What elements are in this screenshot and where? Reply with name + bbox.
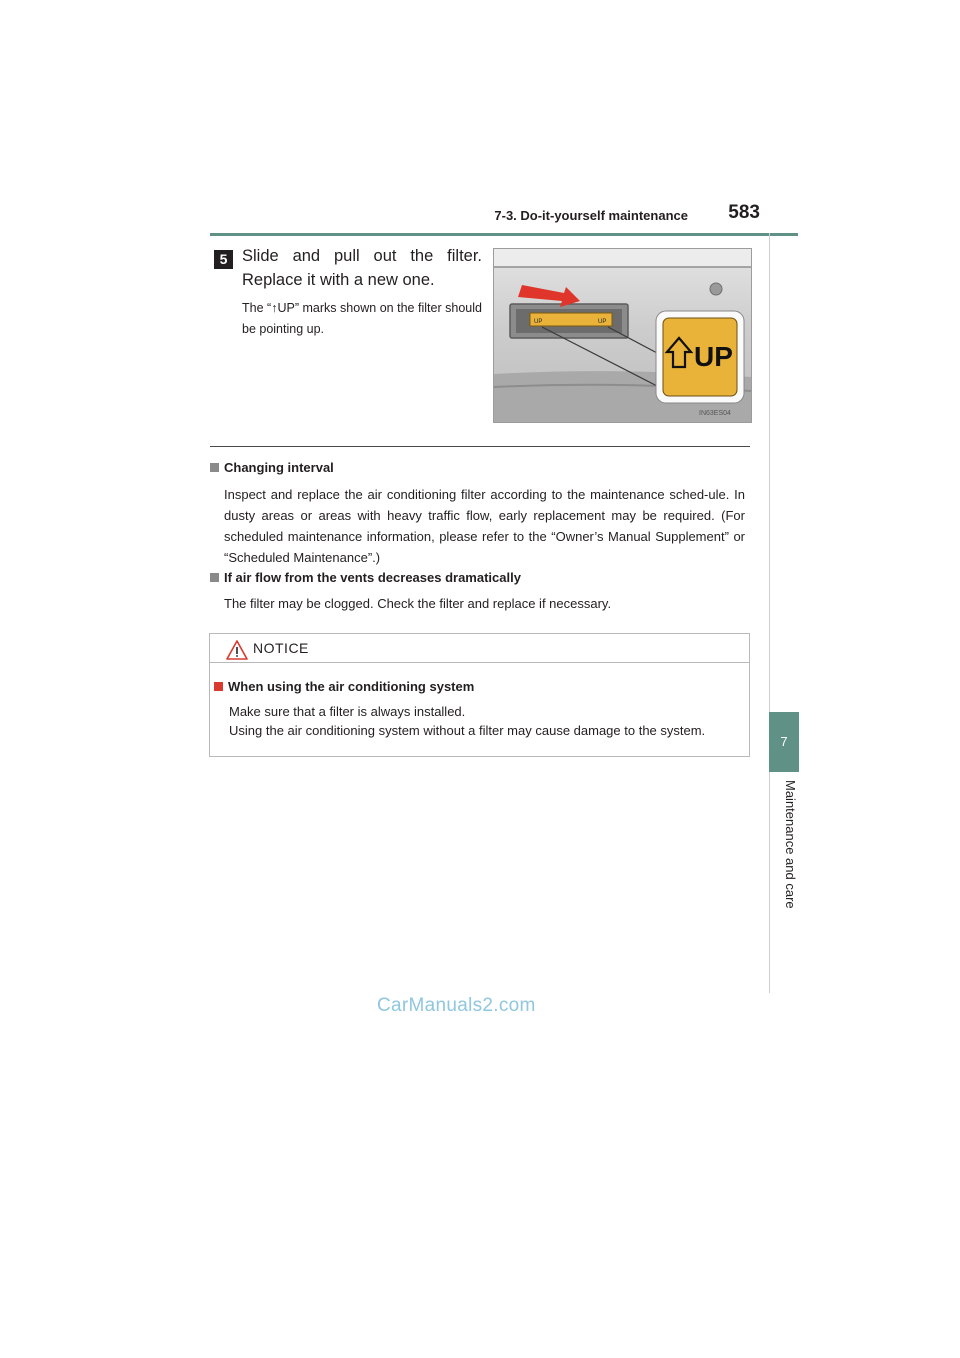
notice-heading: When using the air conditioning system bbox=[214, 679, 474, 694]
square-bullet-icon bbox=[214, 682, 223, 691]
callout-up-text: UP bbox=[694, 341, 733, 372]
notice-body bbox=[229, 702, 749, 740]
square-bullet-icon bbox=[210, 463, 219, 472]
screw-icon bbox=[710, 283, 722, 295]
notice-line: Using the air conditioning system without a filter may cause damage to the system. bbox=[229, 723, 706, 738]
illustration-code: IN63ES04 bbox=[699, 410, 731, 417]
filter-up-label-right: UP bbox=[598, 319, 607, 325]
section-divider bbox=[210, 446, 750, 447]
notice-rule bbox=[210, 662, 749, 663]
info-body-air-flow: The filter may be clogged. Check the filter and replace if necessary. bbox=[224, 596, 612, 611]
chapter-tab[interactable]: 7 bbox=[769, 712, 799, 772]
watermark: CarManuals2.com bbox=[377, 995, 536, 1016]
info-heading-changing-interval: Changing interval bbox=[210, 460, 334, 475]
step-number-badge: 5 bbox=[214, 250, 233, 269]
side-rule bbox=[769, 233, 770, 993]
filter-illustration bbox=[493, 248, 752, 423]
section-title: 7-3. Do-it-yourself maintenance bbox=[494, 208, 688, 223]
notice-title: NOTICE bbox=[253, 640, 309, 656]
page-number: 583 bbox=[728, 202, 760, 223]
filter-illustration-svg bbox=[494, 249, 751, 422]
step-note: The “↑UP” marks shown on the filter should be pointing up. bbox=[242, 301, 482, 336]
notice-line: Make sure that a filter is always installed. bbox=[229, 704, 466, 719]
filter-up-label-left: UP bbox=[534, 319, 543, 325]
info-heading-air-flow: If air flow from the vents decreases dramatically bbox=[210, 570, 521, 585]
header-rule bbox=[210, 233, 798, 236]
square-bullet-icon bbox=[210, 573, 219, 582]
chapter-label: Maintenance and care bbox=[783, 780, 798, 909]
warning-triangle-icon bbox=[226, 640, 248, 660]
info-body-changing-interval: Inspect and replace the air conditioning filter according to the maintenance sched-ule. In dusty areas or areas with heavy traffic flow, early replacement may be required. (For scheduled maintenance information, please refer to the “Owner’s Manual Supplement” or “Scheduled Maintenance”.) bbox=[224, 487, 745, 565]
step-instruction: Slide and pull out the filter. Replace it with a new one. bbox=[242, 247, 482, 289]
